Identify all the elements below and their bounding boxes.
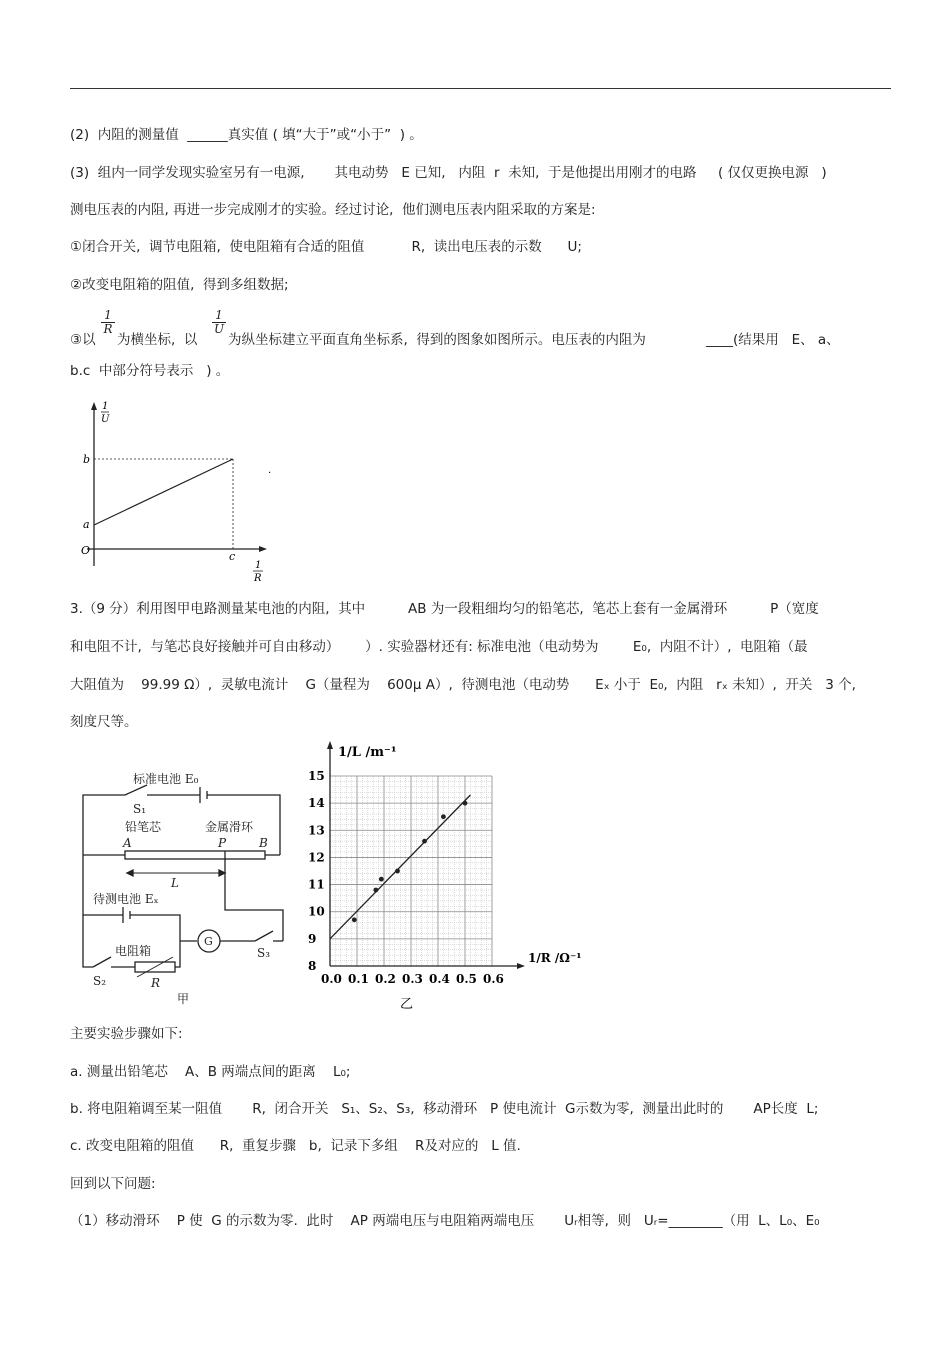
question-1: （1）移动滑环 P 使 G 的示数为零. 此时 AP 两端电压与电阻箱两端电压 Uᵣ相等, 则 Uᵣ=________（用 L、L₀、E₀ xyxy=(70,1213,820,1229)
y-axis-arrow xyxy=(91,402,97,410)
box-label: 电阻箱 xyxy=(115,944,152,958)
y-tick-label: 10 xyxy=(308,904,325,919)
y-tick-label: 9 xyxy=(308,931,317,946)
x-tick-label: 0.3 xyxy=(402,972,423,986)
step-1: ①闭合开关, 调节电阻箱, 使电阻箱有合适的阻值 R, 读出电压表的示数 U; xyxy=(70,239,582,255)
y-label-den: U xyxy=(101,414,110,425)
step-2: ②改变电阻箱的阻值, 得到多组数据; xyxy=(70,277,289,293)
y-tick-label: 13 xyxy=(308,823,325,838)
value-c-label: c xyxy=(229,550,236,563)
x-axis-label: 1/R /Ω⁻¹ xyxy=(528,951,582,965)
galvanometer-label: G xyxy=(204,935,213,948)
s1-label: S₁ xyxy=(133,802,147,816)
x-axis-arrow xyxy=(259,546,267,552)
question-3-line2: 测电压表的内阻, 再进一步完成刚才的实验。经过讨论, 他们测电压表内阻采取的方案是: xyxy=(70,202,596,218)
step-3: ③以 xyxy=(70,332,96,348)
stray-dot: · xyxy=(268,468,272,479)
data-point xyxy=(379,877,384,882)
circuit-diagram xyxy=(75,765,300,1010)
problem-3-line2: 和电阻不计, 与笔芯良好接触并可自由移动） ）. 实验器材还有: 标准电池（电动势为 E₀, 内阻不计）, 电阻箱（最 xyxy=(70,639,808,655)
linear-graph-line xyxy=(94,459,233,525)
y-axis-label: 1/L /m⁻¹ xyxy=(338,745,397,760)
rheostat-arrow xyxy=(137,957,173,977)
y-tick-label: 8 xyxy=(308,959,317,973)
inverse-u-graph xyxy=(75,396,285,586)
intercept-a-label: a xyxy=(83,518,90,531)
chart-ticks xyxy=(308,769,504,986)
problem-3-line3: 大阻值为 99.99 Ω）, 灵敏电流计 G（量程为 600μ A）, 待测电池（电动势 Eₓ 小于 E₀, 内阻 rₓ 未知）, 开关 3 个, xyxy=(70,677,856,693)
pencil-lead xyxy=(125,851,265,859)
chart-caption-yi: 乙 xyxy=(400,997,414,1012)
steps-intro: 主要实验步骤如下: xyxy=(70,1026,183,1042)
y-label-num: 1 xyxy=(102,401,109,412)
x-tick-label: 0.1 xyxy=(348,972,369,986)
data-point xyxy=(374,888,379,893)
resistor-r-label: R xyxy=(151,976,161,990)
data-point xyxy=(422,839,427,844)
question-3-line1: (3) 组内一同学发现实验室另有一电源, 其电动势 E 已知, 内阻 r 未知, 于是他提出用刚才的电路 ( 仅仅更换电源 ) xyxy=(70,165,827,181)
chart-grid xyxy=(330,776,492,966)
point-a-label: A xyxy=(123,836,132,850)
fraction-1-over-U: $\frac{1}{U}$ xyxy=(213,308,225,336)
x-tick-label: 0.6 xyxy=(483,972,504,986)
test-battery-label: 待测电池 Eₓ xyxy=(93,892,159,906)
y-tick-label: 14 xyxy=(308,796,325,811)
point-b-label: B xyxy=(259,836,268,850)
data-point xyxy=(352,917,357,922)
origin-label: O xyxy=(81,544,91,557)
wire-left-top xyxy=(83,795,125,855)
step-c: c. 改变电阻箱的阻值 R, 重复步骤 b, 记录下多组 R及对应的 L 值. xyxy=(70,1138,521,1154)
std-battery-label: 标准电池 E₀ xyxy=(133,772,199,786)
problem-3-line1: 3.（9 分）利用图甲电路测量某电池的内阻, 其中 AB 为一段粗细均匀的铅笔芯, 笔芯上套有一金属滑环 P（宽度 xyxy=(70,601,819,617)
y-tick-label: 15 xyxy=(308,769,325,783)
switch-s1 xyxy=(125,785,147,795)
x-tick-label: 0.2 xyxy=(375,972,396,986)
length-l-label: L xyxy=(171,876,179,890)
y-tick-label: 11 xyxy=(308,877,325,892)
value-b-label: b xyxy=(83,453,91,466)
x-label-num: 1 xyxy=(255,560,262,571)
question-2: (2) 内阻的测量值 ______真实值 ( 填“大于”或“小于” ) 。 xyxy=(70,127,423,143)
data-point xyxy=(395,869,400,874)
switch-s2 xyxy=(93,957,111,967)
wire-p-to-s3 xyxy=(225,859,283,935)
switch-s3 xyxy=(255,931,273,941)
chart-y-arrow xyxy=(327,741,333,749)
y-tick-label: 12 xyxy=(308,850,325,865)
inverse-l-chart xyxy=(300,738,590,1016)
x-tick-label: 0.5 xyxy=(456,972,477,986)
s3-label: S₃ xyxy=(257,946,271,960)
step-3-part-b: 为横坐标, 以 xyxy=(117,332,198,348)
problem-3-line4: 刻度尺等。 xyxy=(70,714,138,730)
back-to-questions: 回到以下问题: xyxy=(70,1176,156,1192)
fraction-1-over-R: $\frac{1}{R}$ xyxy=(101,309,115,336)
diagram-caption-jia: 甲 xyxy=(177,992,190,1006)
point-p-label: P xyxy=(218,836,227,850)
x-tick-label: 0.4 xyxy=(429,972,450,986)
step-b: b. 将电阻箱调至某一阻值 R, 闭合开关 S₁、S₂、S₃, 移动滑环 P 使电流计 G示数为零, 测量出此时的 AP长度 L; xyxy=(70,1101,819,1117)
chart-x-arrow xyxy=(517,963,525,969)
pencil-label: 铅笔芯 xyxy=(125,820,162,834)
x-tick-label: 0.0 xyxy=(321,972,342,986)
step-3-part-d: b.c 中部分符号表示 ) 。 xyxy=(70,363,230,379)
x-label-den: R xyxy=(254,573,262,584)
step-a: a. 测量出铅笔芯 A、B 两端点间的距离 L₀; xyxy=(70,1064,351,1080)
data-point xyxy=(463,801,468,806)
data-point xyxy=(441,814,446,819)
header-rule xyxy=(70,88,891,89)
ring-label: 金属滑环 xyxy=(205,820,254,834)
step-3-part-c: 为纵坐标建立平面直角坐标系, 得到的图象如图所示。电压表的内阻为 ____(结果用 E、 a、 xyxy=(228,332,840,348)
s2-label: S₂ xyxy=(93,974,107,988)
